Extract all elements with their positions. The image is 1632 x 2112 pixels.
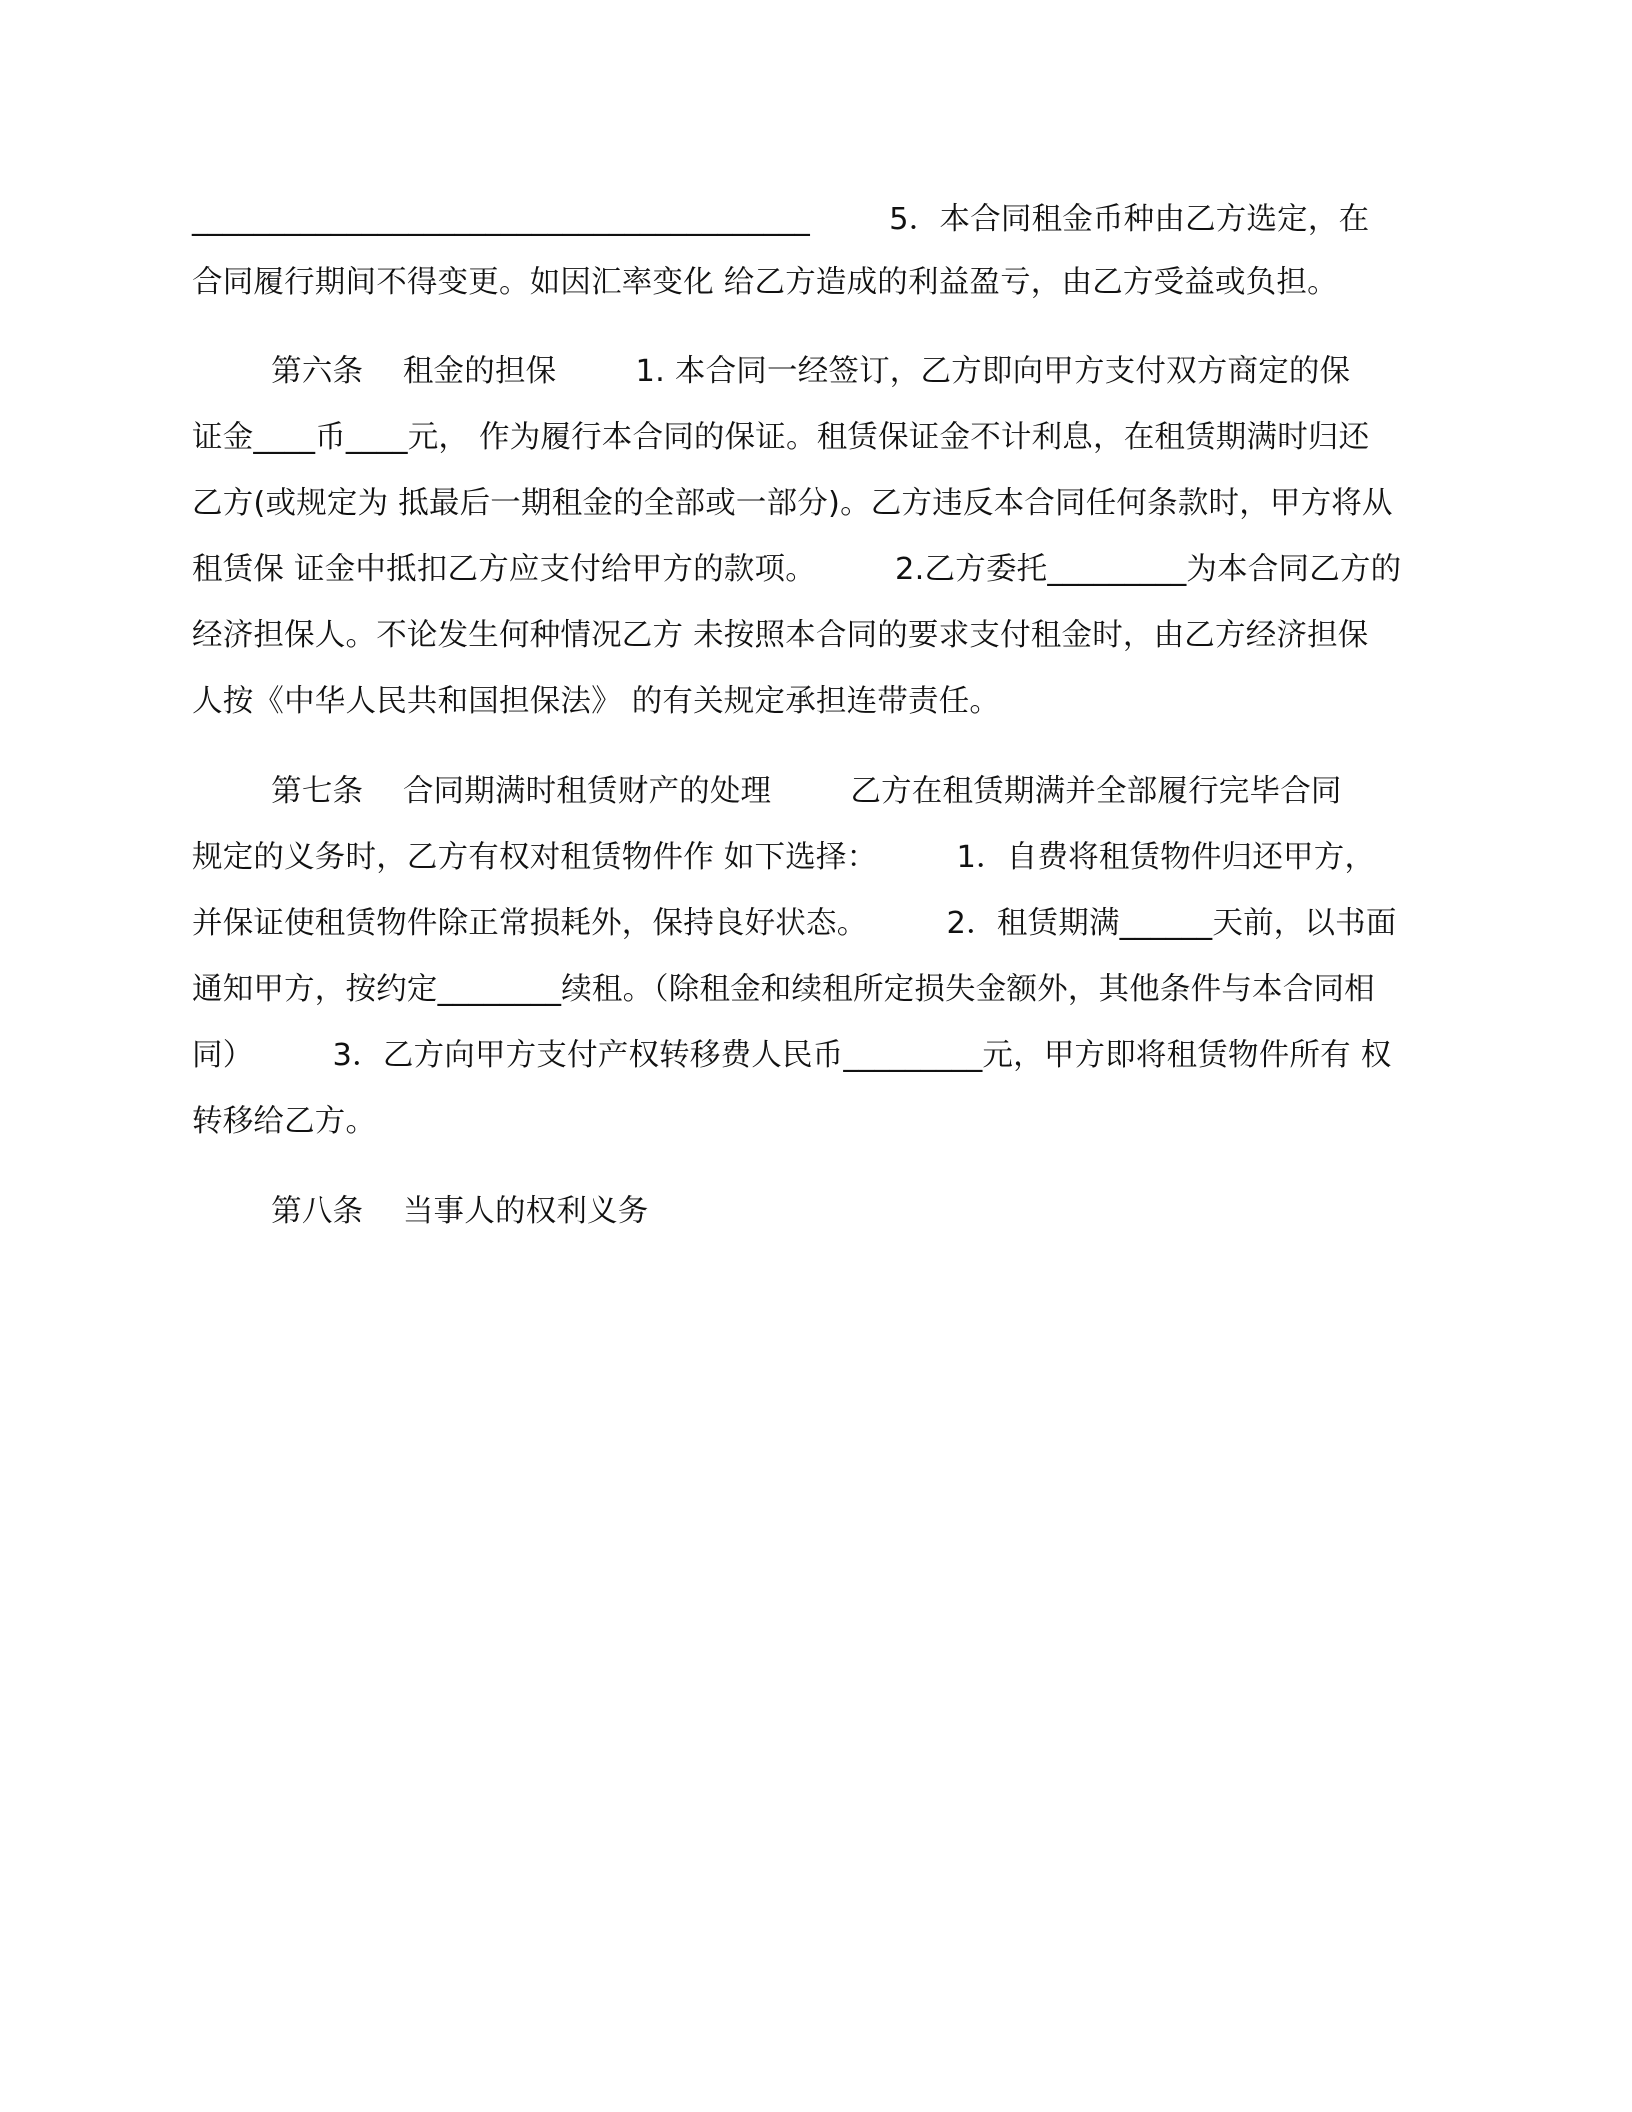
- text-line: 第七条 合同期满时租赁财产的处理 乙方在租赁期满并全部履行完毕合同: [192, 774, 1342, 809]
- text-line: 乙方(或规定为 抵最后一期租金的全部或一部分)。乙方违反本合同任何条款时，甲方将从: [192, 486, 1393, 521]
- text-line: 规定的义务时，乙方有权对租赁物件作 如下选择： 1．自费将租赁物件归还甲方，: [192, 840, 1376, 875]
- text-line: 第六条 租金的担保 1. 本合同一经签订，乙方即向甲方支付双方商定的保: [192, 354, 1351, 389]
- text-line: 并保证使租赁物件除正常损耗外，保持良好状态。 2．租赁期满______天前，以书面: [192, 906, 1397, 941]
- text-line: 证金____币____元， 作为履行本合同的保证。租赁保证金不计利息，在租赁期满时归还: [192, 420, 1370, 455]
- text-line: 经济担保人。不论发生何种情况乙方 未按照本合同的要求支付租金时，由乙方经济担保: [192, 618, 1369, 653]
- text-line: 转移给乙方。: [192, 1104, 377, 1139]
- text-line: 人按《中华人民共和国担保法》 的有关规定承担连带责任。: [192, 684, 1001, 719]
- text-line: ________________________________________ 5．本合同租金币种由乙方选定，在: [192, 202, 1370, 237]
- text-line: 租赁保 证金中抵扣乙方应支付给甲方的款项。 2.乙方委托_________为本合同乙方的: [192, 552, 1402, 587]
- text-line: 通知甲方，按约定________续租。（除租金和续租所定损失金额外，其他条件与本合同相: [192, 972, 1375, 1007]
- text-line: 合同履行期间不得变更。如因汇率变化 给乙方造成的利益盈亏，由乙方受益或负担。: [192, 265, 1338, 300]
- text-line: 同） 3．乙方向甲方支付产权转移费人民币_________元，甲方即将租赁物件所有 权: [192, 1038, 1392, 1073]
- text-line: 第八条 当事人的权利义务: [192, 1194, 649, 1229]
